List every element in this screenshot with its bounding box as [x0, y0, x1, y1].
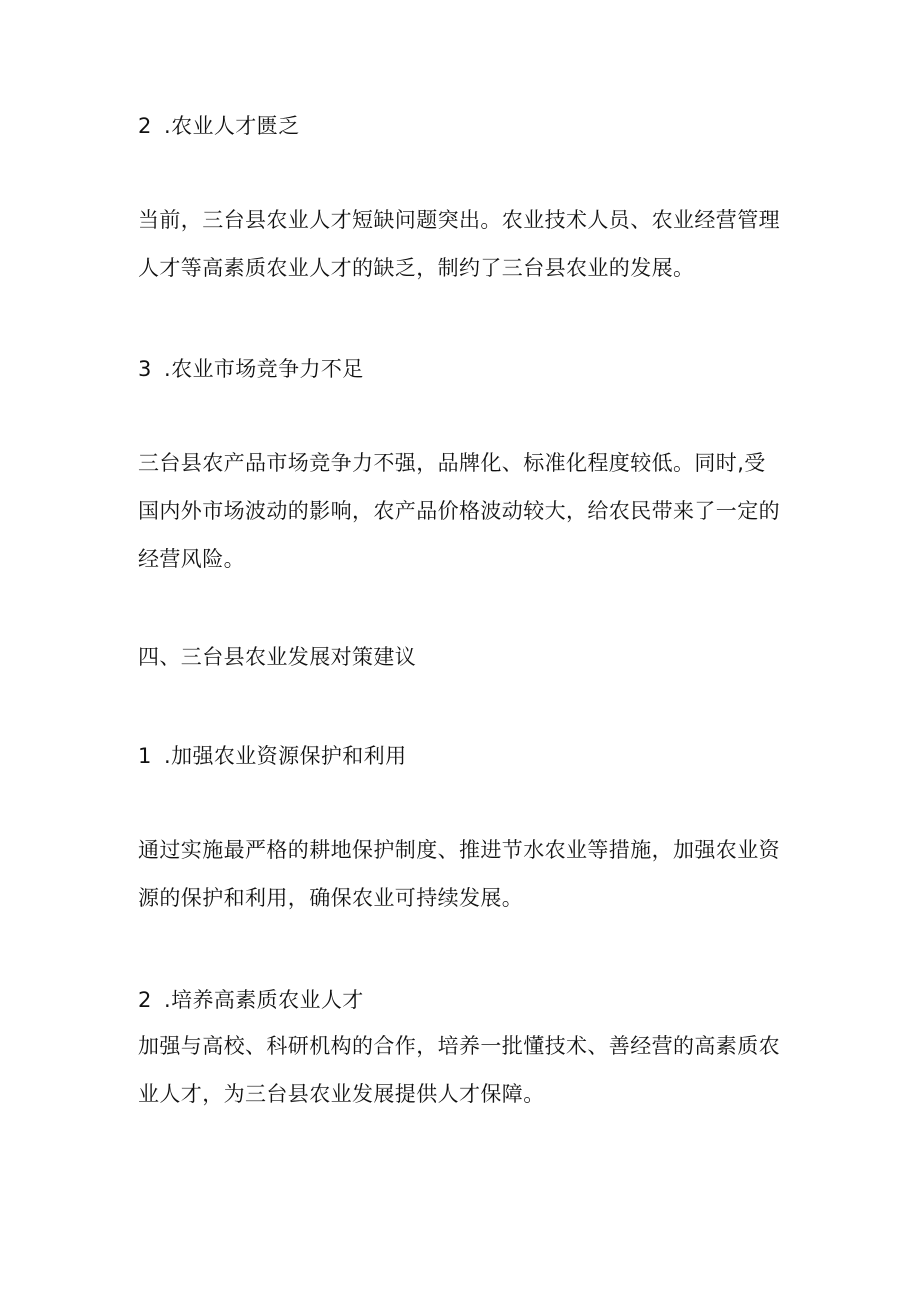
paragraph-line: 通过实施最严格的耕地保护制度、推进节水农业等措施，加强农业资 [138, 838, 780, 862]
paragraph-line: 人才等高素质农业人才的缺乏，制约了三台县农业的发展。 [138, 256, 695, 280]
paragraph-line: 经营风险。 [138, 547, 245, 571]
section-number: 2 [138, 114, 152, 138]
section-number: 3 [138, 357, 152, 381]
section-title: .培养高素质农业人才 [164, 988, 364, 1012]
paragraph-line: 加强与高校、科研机构的合作，培养一批懂技术、善经营的高素质农 [138, 1034, 780, 1058]
paragraph-line: 源的保护和利用，确保农业可持续发展。 [138, 886, 524, 910]
section-title: .农业市场竞争力不足 [164, 357, 364, 381]
section-heading-1-resource-protection [138, 741, 406, 771]
section-heading-3-market-competitiveness [138, 354, 364, 384]
section-title: .加强农业资源保护和利用 [164, 744, 407, 768]
paragraph-market-competitiveness [138, 439, 798, 583]
section-heading-2-cultivate-talent [138, 985, 364, 1015]
paragraph-talent-shortage [138, 196, 798, 292]
paragraph-cultivate-talent [138, 1022, 798, 1118]
paragraph-line: 当前，三台县农业人才短缺问题突出。农业技术人员、农业经营管理 [138, 208, 780, 232]
paragraph-line: 国内外市场波动的影响，农产品价格波动较大，给农民带来了一定的 [138, 499, 780, 523]
section-heading-2-talent-shortage [138, 111, 299, 141]
chapter-heading-four [138, 642, 416, 672]
section-number: 2 [138, 988, 152, 1012]
paragraph-resource-protection [138, 826, 798, 922]
section-number: 1 [138, 744, 152, 768]
paragraph-line: 三台县农产品市场竞争力不强，品牌化、标准化程度较低。同时,受 [138, 451, 766, 475]
section-title: .农业人才匮乏 [164, 114, 300, 138]
paragraph-line: 业人才，为三台县农业发展提供人才保障。 [138, 1082, 545, 1106]
chapter-title: 四、三台县农业发展对策建议 [138, 645, 417, 669]
